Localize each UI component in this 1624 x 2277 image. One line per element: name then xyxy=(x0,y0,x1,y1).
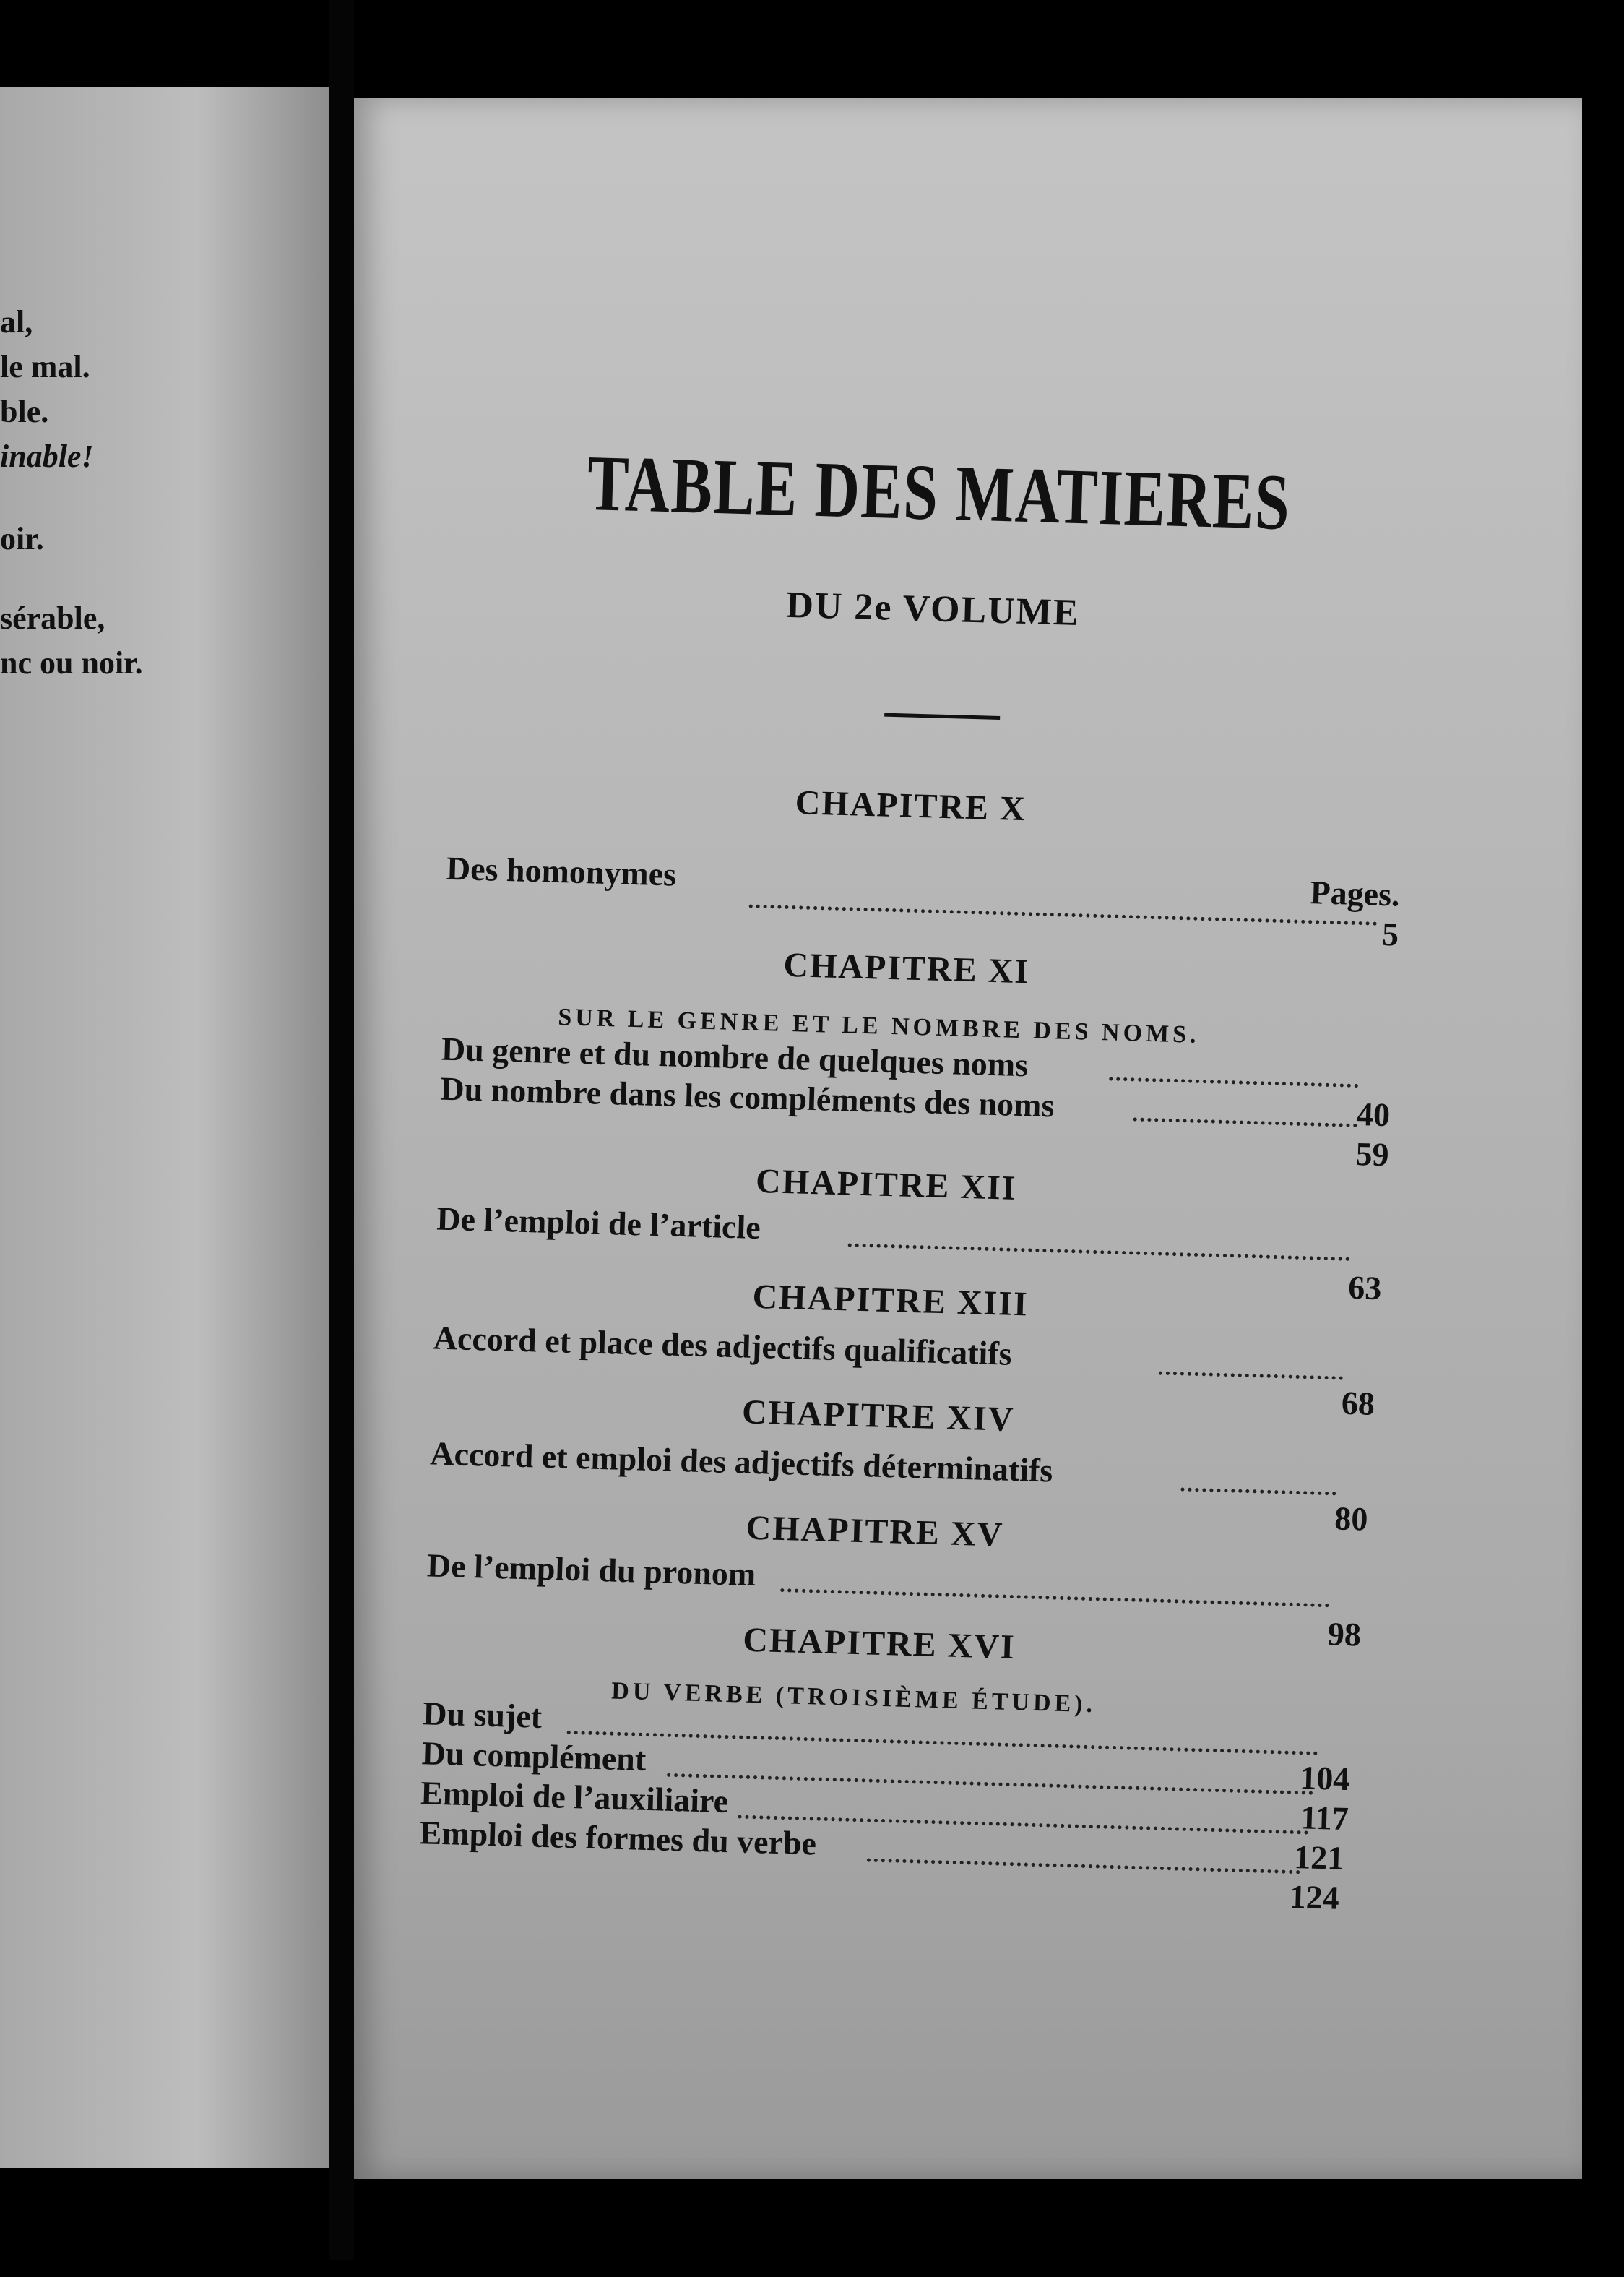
page-subtitle: DU 2e VOLUME xyxy=(785,584,1081,634)
pages-label: Pages. xyxy=(1309,874,1401,913)
toc-page-number: 5 xyxy=(1381,915,1399,953)
chapter-heading: CHAPITRE XIV xyxy=(741,1393,1016,1439)
toc-entry-text: Accord et emploi des adjectifs déterminatifs xyxy=(429,1434,1054,1489)
toc-entry-text: Du genre et du nombre de quelques noms xyxy=(441,1030,1029,1084)
toc-entry-text: Des homonymes xyxy=(446,849,677,893)
left-page-line: ble. xyxy=(0,394,49,429)
left-page-line: al, xyxy=(0,304,33,340)
toc-entry-text: Du complément xyxy=(421,1734,647,1778)
leader-dots xyxy=(867,1859,1300,1874)
chapter-heading: CHAPITRE XV xyxy=(745,1508,1005,1554)
toc-page-number: 59 xyxy=(1355,1135,1390,1174)
toc-page-number: 124 xyxy=(1289,1877,1340,1916)
toc-entry-text: Du nombre dans les compléments des noms xyxy=(439,1069,1055,1124)
left-page-line: inable! xyxy=(0,439,94,474)
toc-page-number: 117 xyxy=(1300,1799,1349,1838)
table-of-contents xyxy=(321,0,1612,2277)
left-page-line: sérable, xyxy=(0,601,105,636)
leader-dots xyxy=(848,1243,1350,1260)
chapter-heading: CHAPITRE X xyxy=(795,783,1027,829)
leader-dots xyxy=(1159,1372,1343,1380)
leader-dots xyxy=(667,1773,1313,1795)
leader-dots xyxy=(780,1588,1329,1607)
toc-entry-text: De l’emploi de l’article xyxy=(436,1200,761,1247)
left-page-line: oir. xyxy=(0,521,44,556)
left-page-line: nc ou noir. xyxy=(0,645,143,681)
chapter-heading: CHAPITRE XIII xyxy=(751,1277,1029,1324)
chapter-heading: CHAPITRE XVI xyxy=(742,1620,1016,1667)
leader-dots xyxy=(738,1815,1308,1835)
section-heading: DU VERBE (TROISIÈME ÉTUDE). xyxy=(610,1677,1097,1718)
toc-page-number: 104 xyxy=(1299,1759,1351,1798)
toc-page-number: 80 xyxy=(1334,1499,1369,1538)
leader-dots xyxy=(567,1731,1318,1755)
leader-dots xyxy=(749,904,1378,925)
chapter-heading: CHAPITRE XI xyxy=(782,945,1030,991)
left-page-line: le mal. xyxy=(0,349,90,384)
toc-page-number: 40 xyxy=(1356,1096,1391,1134)
toc-entry-text: Accord et place des adjectifs qualificatifs xyxy=(433,1319,1013,1372)
section-heading: SUR LE GENRE ET LE NOMBRE DES NOMS. xyxy=(557,1004,1201,1049)
leader-dots xyxy=(1109,1077,1358,1088)
page-title: TABLE DES MATIERES xyxy=(586,438,1292,547)
leader-dots xyxy=(1180,1487,1336,1495)
toc-entry-text: Emploi de l’auxiliaire xyxy=(420,1774,729,1820)
toc-entry-text: De l’emploi du pronom xyxy=(426,1546,757,1593)
toc-page-number: 98 xyxy=(1327,1615,1362,1653)
toc-entry-text: Emploi des formes du verbe xyxy=(419,1814,817,1862)
divider xyxy=(884,713,1000,720)
toc-page-number: 68 xyxy=(1341,1384,1375,1422)
toc-entry-text: Du sujet xyxy=(422,1695,543,1735)
chapter-heading: CHAPITRE XII xyxy=(755,1161,1018,1208)
left-page-fragment xyxy=(0,87,329,2168)
toc-page-number: 121 xyxy=(1293,1838,1344,1877)
toc-page-number: 63 xyxy=(1347,1268,1383,1307)
